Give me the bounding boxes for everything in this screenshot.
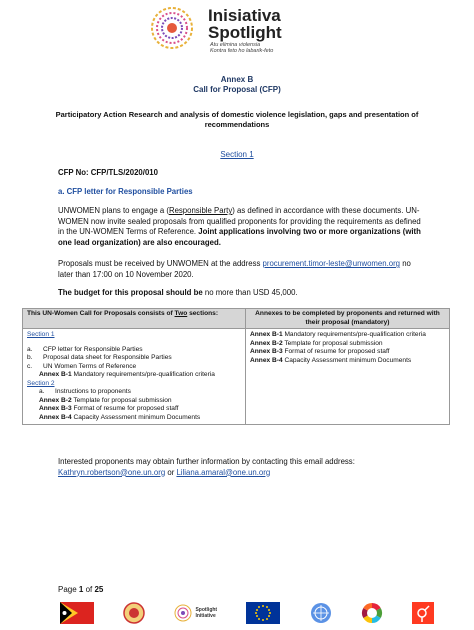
cfp-letter-heading: a. CFP letter for Responsible Parties [58, 187, 193, 196]
annex-item [27, 414, 241, 423]
annex-label: Annex B-4 [39, 413, 72, 421]
annex-label: Annex B-2 [39, 396, 72, 404]
list-text: CFP letter for Responsible Parties [43, 345, 143, 353]
annex-text: Template for proposal submission [71, 396, 172, 404]
joint-applications-note: Joint applications involving two or more organizations (with one lead organization) are also encouraged. [58, 227, 421, 247]
section-1-link[interactable]: Section 1 [220, 150, 254, 159]
spotlight-logo [148, 4, 348, 52]
sdg5-gender-icon [412, 602, 434, 624]
list-text: Proposal data sheet for Responsible Parties [43, 354, 172, 361]
list-marker: c. [27, 362, 33, 370]
email-link-liliana[interactable]: Liliana.amaral@one.un.org [176, 467, 271, 477]
page-current: 1 [78, 585, 84, 594]
budget-paragraph [58, 288, 423, 299]
list-marker: a. [27, 345, 33, 353]
procurement-email-link[interactable]: procurement.timor-leste@unwomen.org [262, 259, 401, 268]
cfp-number: CFP No: CFP/TLS/2020/010 [58, 168, 158, 177]
contact-paragraph [58, 457, 418, 478]
logo-tagline-2: Kontra feto ho labarik-feto [210, 48, 274, 54]
list-item [27, 354, 241, 363]
annex-item [250, 348, 445, 357]
annex-label: Annex B-1 [39, 371, 72, 378]
eu-flag-icon [246, 602, 280, 624]
logo-title-1: Inisiativa [208, 6, 281, 25]
responsible-party-term: Responsible Party [168, 206, 233, 215]
page-number [58, 585, 103, 594]
contact-text: Interested proponents may obtain further information by contacting this email address: [58, 457, 355, 466]
annex-text: Format of resume for proposed staff [282, 348, 390, 355]
annex-item [27, 397, 241, 406]
head-left-a: This UN-Women Call for Proposals consists of [27, 310, 175, 317]
table-right-cell [246, 329, 450, 425]
partner-logos [60, 600, 434, 626]
table-left-cell [23, 329, 246, 425]
annex-label: Annex B-1 [250, 331, 283, 338]
intro-text-b: ) as defined in accordance with these documents. UN-WOMEN now invite sealed proposals from qualified proponents for providing the requirements as defined in the UN-WOMEN Terms of Reference. [58, 206, 421, 236]
list-marker: a. [39, 388, 45, 395]
spotlight-small-text2: Initiative [195, 613, 216, 619]
spotlight-small-logo [174, 602, 217, 624]
annex-item [250, 357, 445, 366]
annex-label: Annex B-2 [250, 339, 283, 347]
table-head-right: Annexes to be completed by proponents and returned with their proposal (mandatory) [246, 309, 450, 329]
sections-table [22, 308, 450, 425]
email-link-kathryn[interactable]: Kathryn.robertson@one.un.org [58, 467, 166, 477]
page-total: 25 [94, 585, 104, 594]
annex-text: Template for proposal submission [282, 339, 383, 347]
annex-text: Mandatory requirements/pre-qualification criteria [282, 331, 426, 338]
annex-text: Format of resume for proposed staff [71, 405, 179, 412]
annex-label: Annex B-3 [250, 348, 283, 355]
spotlight-circle-small-icon [174, 604, 192, 622]
head-left-two: Two [174, 310, 188, 317]
deadline-text-a: Proposals must be received by UNWOMEN at the address [58, 259, 263, 268]
government-seal-icon [123, 602, 145, 624]
page-of: of [83, 585, 95, 594]
annex-item [250, 340, 445, 349]
list-item [27, 346, 241, 355]
list-item [27, 388, 241, 397]
deadline-paragraph [58, 259, 423, 280]
deadline-text-b: no later than 17:00 on 10 November 2020. [58, 259, 411, 279]
table-section-1-link[interactable]: Section 1 [27, 331, 55, 338]
annex-text: Capacity Assessment minimum Documents [282, 356, 412, 364]
or-text: or [165, 467, 177, 477]
intro-text-a: UNWOMEN plans to engage a ( [58, 206, 169, 215]
timor-leste-flag-icon [60, 602, 94, 624]
un-emblem-icon [310, 602, 332, 624]
page-label: Page [58, 585, 79, 594]
list-text: UN Women Terms of Reference [43, 362, 137, 370]
annex-label: Annex B [220, 75, 254, 84]
logo-title-2: Spotlight [208, 23, 282, 42]
budget-bold: The budget for this proposal should be [58, 288, 203, 297]
sdg-wheel-icon [361, 602, 383, 624]
list-marker: b. [27, 354, 33, 361]
list-item [27, 363, 241, 372]
table-section-2-link[interactable]: Section 2 [27, 379, 55, 387]
annex-item [27, 405, 241, 414]
spotlight-circle-icon [148, 4, 196, 52]
spotlight-small-text1: Spotlight [195, 607, 218, 613]
annex-label: Annex B-3 [39, 405, 72, 412]
annex-b1-item [27, 371, 241, 380]
cfp-title: Call for Proposal (CFP) [193, 85, 281, 94]
annex-text: Mandatory requirements/pre-qualification criteria [71, 371, 215, 378]
intro-paragraph [58, 206, 423, 248]
subject-title: Participatory Action Research and analysis of domestic violence legislation, gaps and presentation of recommendations [55, 110, 419, 129]
annex-label: Annex B-4 [250, 356, 283, 364]
annex-text: Capacity Assessment minimum Documents [71, 413, 201, 421]
logo-tagline-1: Atu elimina violensia [210, 42, 261, 48]
annex-item [250, 331, 445, 340]
list-text: Instructions to proponents [55, 388, 131, 395]
head-left-b: sections: [187, 310, 219, 317]
budget-amount: no more than USD 45,000. [202, 288, 298, 297]
table-head-left [23, 309, 246, 329]
